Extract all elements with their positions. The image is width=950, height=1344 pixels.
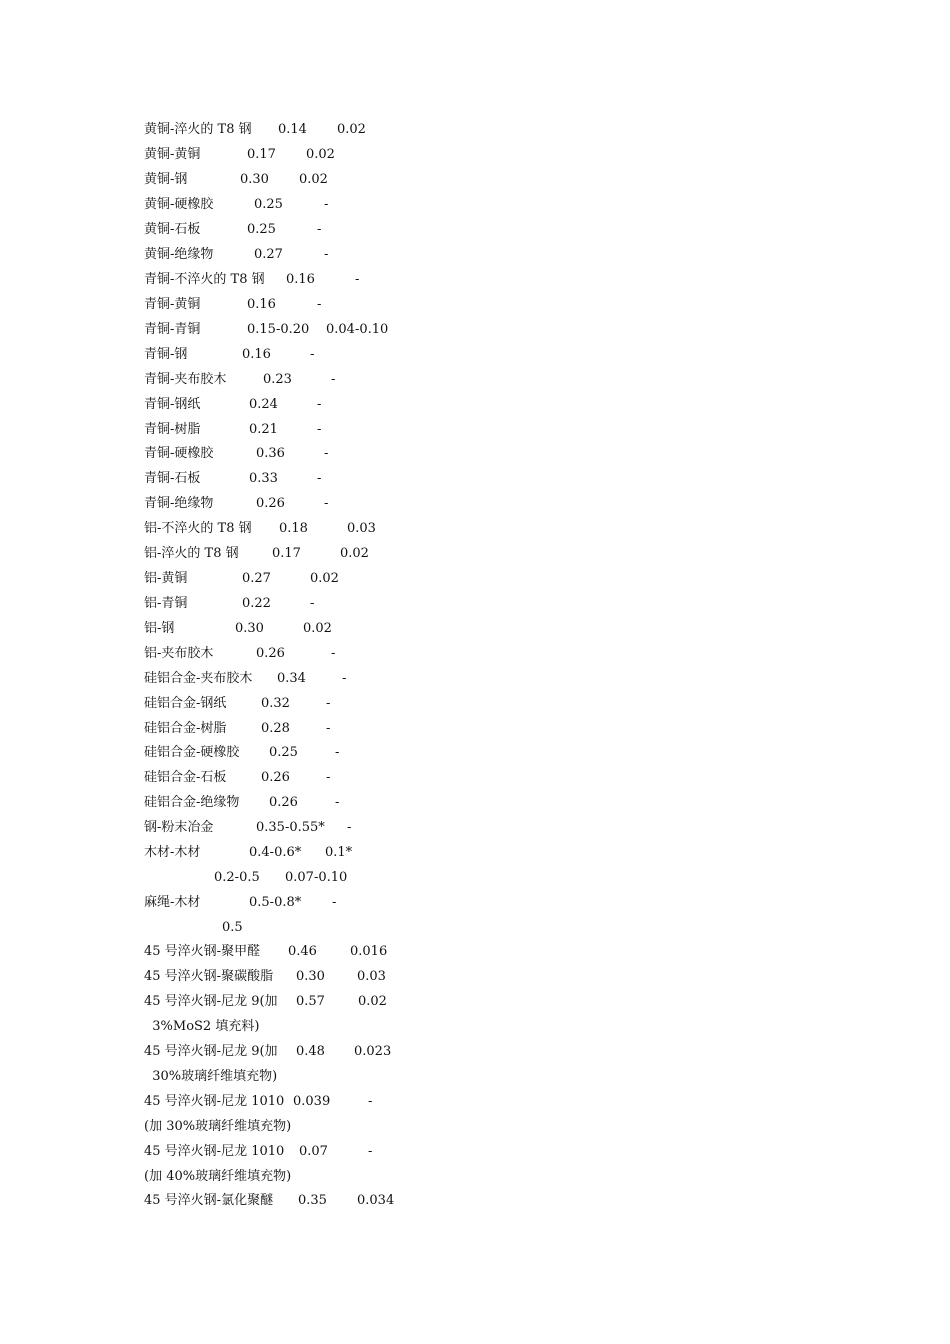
text-line-37 [144, 1019, 259, 1035]
value-1: 0.16 [242, 347, 271, 362]
material-pair: 硅铝合金-绝缘物 [144, 795, 240, 810]
text-line-34 [144, 944, 388, 960]
text-line-1 [144, 122, 366, 138]
material-pair: 铝-不淬火的 T8 钢 [144, 521, 252, 536]
value-2: - [331, 646, 336, 661]
value-2: 0.02 [299, 172, 328, 187]
value-1: 0.28 [261, 721, 290, 736]
text-line-40 [144, 1094, 373, 1110]
material-pair: 青铜-钢 [144, 347, 188, 362]
value-1: 0.32 [261, 696, 290, 711]
text-line-21 [144, 621, 332, 637]
value-2: - [310, 596, 315, 611]
material-pair: 45 号淬火钢-尼龙 1010 [144, 1094, 285, 1109]
material-pair: 青铜-硬橡胶 [144, 446, 214, 461]
value-2: - [317, 422, 322, 437]
text-line-11 [144, 372, 336, 388]
material-pair: 青铜-绝缘物 [144, 496, 214, 511]
material-pair: 青铜-黄铜 [144, 297, 201, 312]
value-2: - [324, 197, 329, 212]
material-pair: 硅铝合金-夹布胶木 [144, 671, 253, 686]
value-1: 0.26 [256, 646, 285, 661]
text-line-15 [144, 471, 322, 487]
value-1: 0.30 [296, 969, 325, 984]
text-line-24 [144, 696, 331, 712]
value-1: 0.27 [242, 571, 271, 586]
value-2: 0.02 [337, 122, 366, 137]
value-1: 0.17 [247, 147, 276, 162]
value-2: - [317, 397, 322, 412]
text-line-18 [144, 546, 369, 562]
value-2: - [310, 347, 315, 362]
text-line-29 [144, 820, 352, 836]
material-pair: 45 号淬火钢-聚碳酸脂 [144, 969, 274, 984]
text-line-19 [144, 571, 339, 587]
material-pair: 45 号淬火钢-尼龙 9(加 [144, 1044, 278, 1059]
material-pair: 钢-粉末冶金 [144, 820, 214, 835]
value-2: 0.03 [347, 521, 376, 536]
value-1: 0.57 [296, 994, 325, 1009]
value-1: 0.46 [288, 944, 317, 959]
material-pair: (加 40%玻璃纤维填充物) [144, 1169, 292, 1184]
text-line-7 [144, 272, 360, 288]
value-1: 0.17 [272, 546, 301, 561]
material-pair: 黄铜-钢 [144, 172, 188, 187]
value-2: 0.023 [354, 1044, 392, 1059]
value-2: - [317, 471, 322, 486]
value-1: 0.23 [263, 372, 292, 387]
material-pair: 3%MoS2 填充料) [144, 1019, 260, 1034]
material-pair: 45 号淬火钢-氯化聚醚 [144, 1193, 274, 1208]
material-pair: 铝-淬火的 T8 钢 [144, 546, 239, 561]
value-1: 0.48 [296, 1044, 325, 1059]
text-line-22 [144, 646, 336, 662]
text-line-36 [144, 994, 387, 1010]
text-line-26 [144, 745, 340, 761]
value-2: 0.034 [357, 1193, 395, 1208]
value-2: - [332, 895, 337, 910]
material-pair: 铝-钢 [144, 621, 175, 636]
text-line-32 [144, 895, 337, 911]
value-2: 0.02 [358, 994, 387, 1009]
text-line-4 [144, 197, 329, 213]
value-1: 0.24 [249, 397, 278, 412]
value-1: 0.16 [286, 272, 315, 287]
material-pair: 铝-黄铜 [144, 571, 188, 586]
material-pair: (加 30%玻璃纤维填充物) [144, 1119, 292, 1134]
material-pair: 黄铜-黄铜 [144, 147, 201, 162]
value-1: 0.26 [256, 496, 285, 511]
material-pair: 青铜-不淬火的 T8 钢 [144, 272, 265, 287]
value-1: 0.4-0.6* [249, 845, 302, 860]
value-1: 0.21 [249, 422, 278, 437]
value-2: 0.04-0.10 [326, 322, 389, 337]
material-pair: 黄铜-淬火的 T8 钢 [144, 122, 252, 137]
text-line-17 [144, 521, 376, 537]
value-2: - [324, 446, 329, 461]
value-2: - [355, 272, 360, 287]
text-line-25 [144, 721, 331, 737]
value-2: 0.02 [340, 546, 369, 561]
material-pair: 木材-木材 [144, 845, 201, 860]
material-pair: 45 号淬火钢-聚甲醛 [144, 944, 261, 959]
value-1: 0.27 [254, 247, 283, 262]
material-pair: 45 号淬火钢-尼龙 1010 [144, 1144, 285, 1159]
material-pair: 45 号淬火钢-尼龙 9(加 [144, 994, 278, 1009]
value-2: 0.02 [303, 621, 332, 636]
text-line-38 [144, 1044, 392, 1060]
value-1: 0.30 [240, 172, 269, 187]
value-2: 0.03 [357, 969, 386, 984]
material-pair: 青铜-钢纸 [144, 397, 201, 412]
value-2: - [326, 770, 331, 785]
text-line-30 [144, 845, 353, 861]
value-2: 0.02 [306, 147, 335, 162]
value-1: 0.22 [242, 596, 271, 611]
value-1: 0.039 [293, 1094, 331, 1109]
value-1: 0.26 [261, 770, 290, 785]
value-2: - [368, 1094, 373, 1109]
text-line-2 [144, 147, 335, 163]
value-1: 0.26 [269, 795, 298, 810]
text-line-14 [144, 446, 329, 462]
value-1: 0.2-0.5 [214, 870, 260, 885]
value-2: - [331, 372, 336, 387]
value-1: 0.14 [278, 122, 307, 137]
value-1: 0.25 [254, 197, 283, 212]
text-line-28 [144, 795, 340, 811]
material-pair: 硅铝合金-硬橡胶 [144, 745, 240, 760]
value-2: 0.016 [350, 944, 388, 959]
text-line-6 [144, 247, 329, 263]
material-pair: 硅铝合金-钢纸 [144, 696, 227, 711]
material-pair: 黄铜-石板 [144, 222, 201, 237]
material-pair: 黄铜-硬橡胶 [144, 197, 214, 212]
text-line-23 [144, 671, 347, 687]
value-1: 0.5-0.8* [249, 895, 302, 910]
material-pair: 麻绳-木材 [144, 895, 201, 910]
value-1: 0.36 [256, 446, 285, 461]
text-line-8 [144, 297, 322, 313]
value-1: 0.30 [235, 621, 264, 636]
text-line-44 [144, 1193, 395, 1209]
value-2: 0.07-0.10 [285, 870, 348, 885]
value-2: - [317, 222, 322, 237]
value-1: 0.15-0.20 [247, 322, 310, 337]
text-line-3 [144, 172, 328, 188]
value-1: 0.18 [279, 521, 308, 536]
text-line-10 [144, 347, 315, 363]
text-line-16 [144, 496, 329, 512]
value-2: - [368, 1144, 373, 1159]
value-2: - [326, 696, 331, 711]
material-pair: 硅铝合金-石板 [144, 770, 227, 785]
text-line-39 [144, 1069, 277, 1085]
value-2: - [326, 721, 331, 736]
text-line-35 [144, 969, 386, 985]
value-1: 0.07 [299, 1144, 328, 1159]
text-line-13 [144, 422, 322, 438]
material-pair: 铝-青铜 [144, 596, 188, 611]
value-1: 0.5 [222, 920, 243, 935]
material-pair: 青铜-石板 [144, 471, 201, 486]
text-line-43 [144, 1169, 291, 1185]
material-pair: 黄铜-绝缘物 [144, 247, 214, 262]
value-2: - [324, 496, 329, 511]
value-2: - [317, 297, 322, 312]
value-2: - [347, 820, 352, 835]
material-pair: 硅铝合金-树脂 [144, 721, 227, 736]
material-pair: 铝-夹布胶木 [144, 646, 214, 661]
text-line-41 [144, 1119, 291, 1135]
value-2: 0.02 [310, 571, 339, 586]
material-pair: 青铜-夹布胶木 [144, 372, 227, 387]
material-pair: 30%玻璃纤维填充物) [144, 1069, 278, 1084]
text-line-20 [144, 596, 315, 612]
value-1: 0.16 [247, 297, 276, 312]
text-line-9 [144, 322, 389, 338]
value-1: 0.35 [298, 1193, 327, 1208]
value-1: 0.34 [277, 671, 306, 686]
value-1: 0.33 [249, 471, 278, 486]
value-1: 0.25 [247, 222, 276, 237]
value-2: - [324, 247, 329, 262]
material-pair: 青铜-青铜 [144, 322, 201, 337]
value-2: - [335, 795, 340, 810]
material-pair: 青铜-树脂 [144, 422, 201, 437]
text-line-42 [144, 1144, 373, 1160]
value-2: - [335, 745, 340, 760]
text-line-5 [144, 222, 322, 238]
value-1: 0.35-0.55* [256, 820, 325, 835]
value-2: - [342, 671, 347, 686]
value-2: 0.1* [325, 845, 353, 860]
text-line-12 [144, 397, 322, 413]
value-1: 0.25 [269, 745, 298, 760]
text-line-27 [144, 770, 331, 786]
